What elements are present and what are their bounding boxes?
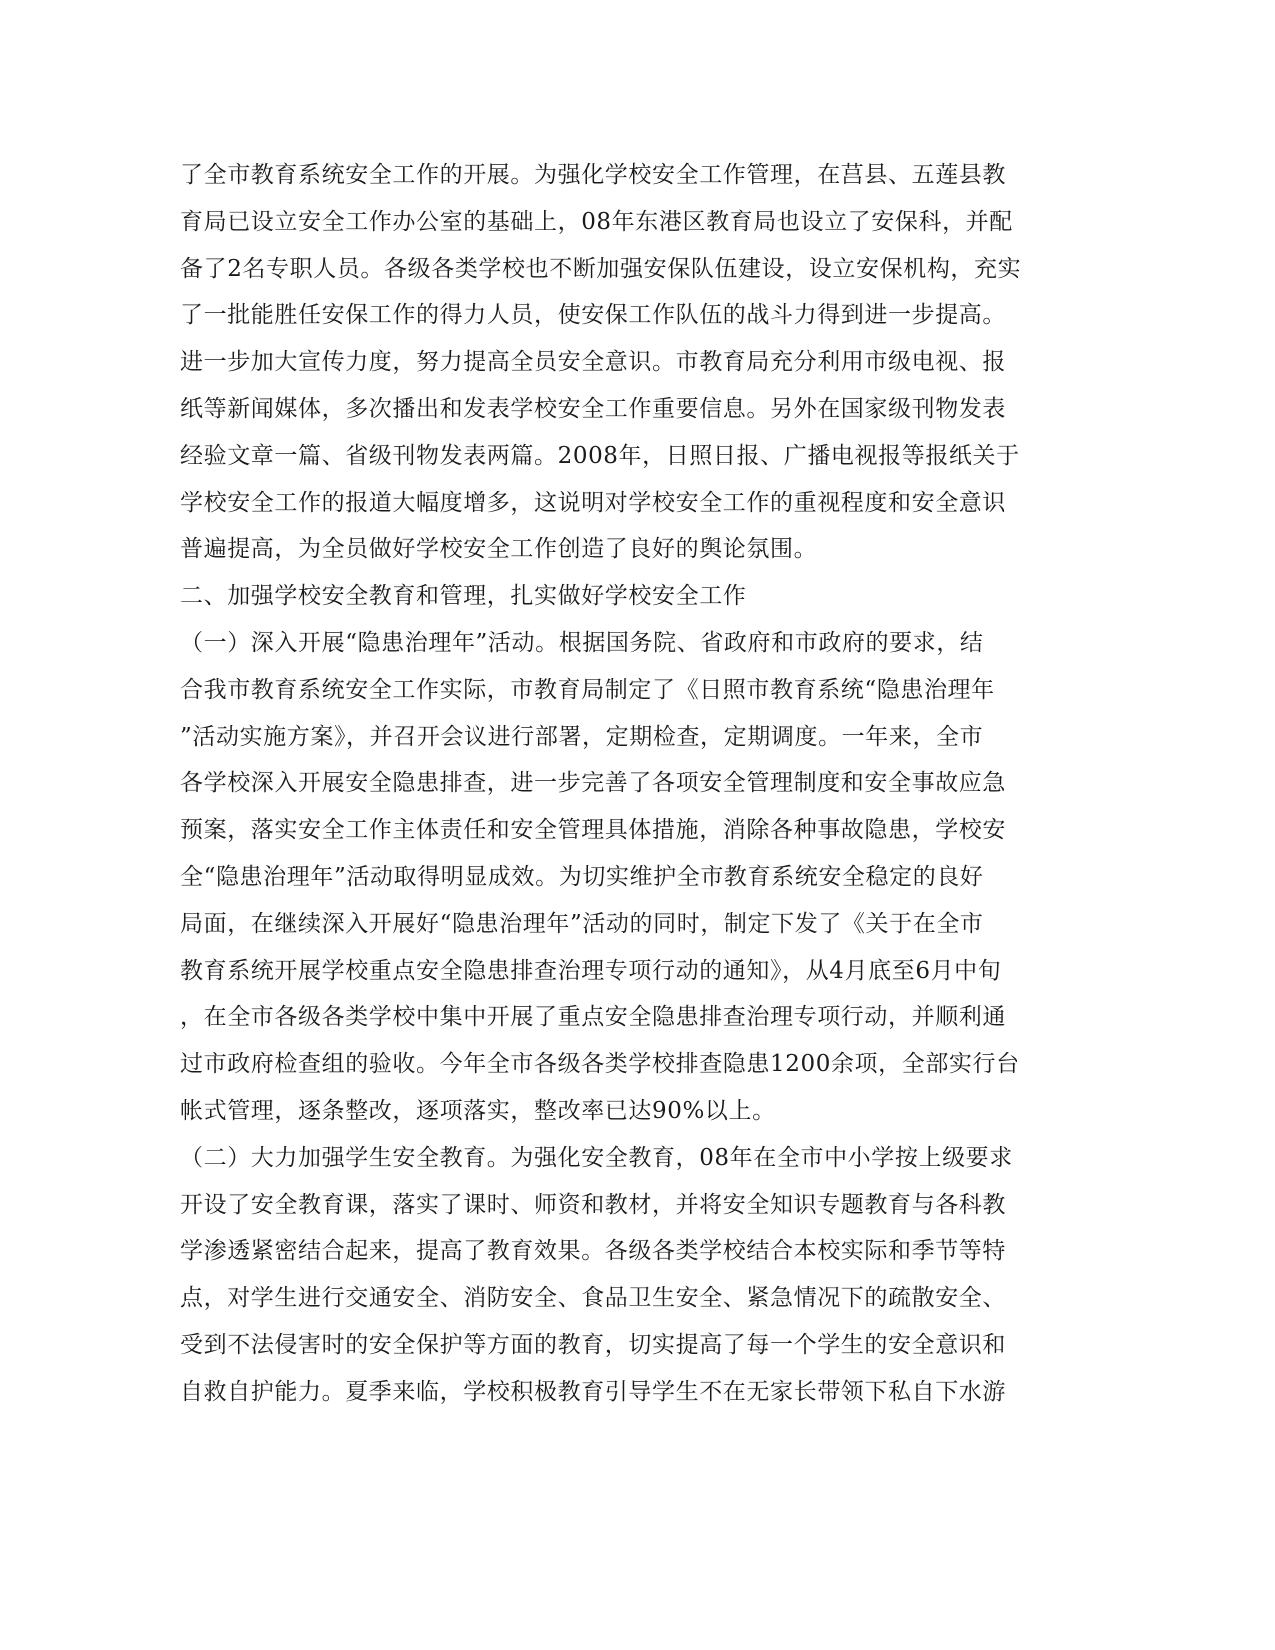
- text-line: 教育系统开展学校重点安全隐患排查治理专项行动的通知》，从4月底至6月中旬: [180, 957, 1002, 984]
- text-line: （一）深入开展“隐患治理年”活动。根据国务院、省政府和市政府的要求，结: [180, 629, 984, 656]
- text-line: 合我市教育系统安全工作实际，市教育局制定了《日照市教育系统“隐患治理年: [180, 676, 995, 703]
- text-line: 经验文章一篇、省级刊物发表两篇。2008年，日照日报、广播电视报等报纸关于: [180, 442, 1020, 469]
- text-line: 预案，落实安全工作主体责任和安全管理具体措施，消除各种事故隐患，学校安: [180, 817, 1006, 844]
- text-line: 育局已设立安全工作办公室的基础上，08年东港区教育局也设立了安保科，并配: [180, 208, 1013, 235]
- text-line: 帐式管理，逐条整改，逐项落实，整改率已达90%以上。: [180, 1097, 776, 1124]
- text-line: 各学校深入开展安全隐患排查，进一步完善了各项安全管理制度和安全事故应急: [180, 770, 1006, 797]
- text-line: （二）大力加强学生安全教育。为强化安全教育，08年在全市中小学按上级要求: [180, 1144, 1013, 1171]
- text-line: 学渗透紧密结合起来，提高了教育效果。各级各类学校结合本校实际和季节等特: [180, 1238, 1006, 1265]
- text-line: 点，对学生进行交通安全、消防安全、食品卫生安全、紧急情况下的疏散安全、: [180, 1285, 1006, 1312]
- text-line: 了一批能胜任安保工作的得力人员，使安保工作队伍的战斗力得到进一步提高。: [180, 302, 1006, 329]
- section-heading: 二、加强学校安全教育和管理，扎实做好学校安全工作: [180, 583, 747, 610]
- text-line: 自救自护能力。夏季来临，学校积极教育引导学生不在无家长带领下私自下水游: [180, 1378, 1006, 1405]
- text-line: 局面，在继续深入开展好“隐患治理年”活动的同时，制定下发了《关于在全市: [180, 910, 984, 937]
- text-line: 纸等新闻媒体，多次播出和发表学校安全工作重要信息。另外在国家级刊物发表: [180, 395, 1006, 422]
- text-line: 普遍提高，为全员做好学校安全工作创造了良好的舆论氛围。: [180, 536, 818, 563]
- text-line: 过市政府检查组的验收。今年全市各级各类学校排查隐患1200余项，全部实行台: [180, 1051, 1020, 1078]
- text-line: 了全市教育系统安全工作的开展。为强化学校安全工作管理，在莒县、五莲县教: [180, 162, 1006, 188]
- document-body: [180, 152, 1060, 1416]
- text-line: 进一步加大宣传力度，努力提高全员安全意识。市教育局充分利用市级电视、报: [180, 349, 1006, 376]
- text-line: 受到不法侵害时的安全保护等方面的教育，切实提高了每一个学生的安全意识和: [180, 1331, 1006, 1358]
- text-line: 备了2名专职人员。各级各类学校也不断加强安保队伍建设，设立安保机构，充实: [180, 255, 1022, 282]
- text-line: 全“隐患治理年”活动取得明显成效。为切实维护全市教育系统安全稳定的良好: [180, 863, 984, 890]
- text-line: ”活动实施方案》，并召开会议进行部署，定期检查，定期调度。一年来，全市: [180, 723, 984, 750]
- text-line: 开设了安全教育课，落实了课时、师资和教材，并将安全知识专题教育与各科教: [180, 1191, 1006, 1218]
- text-line: ，在全市各级各类学校中集中开展了重点安全隐患排查治理专项行动，并顺利通: [180, 1004, 1006, 1031]
- text-line: 学校安全工作的报道大幅度增多，这说明对学校安全工作的重视程度和安全意识: [180, 489, 1006, 516]
